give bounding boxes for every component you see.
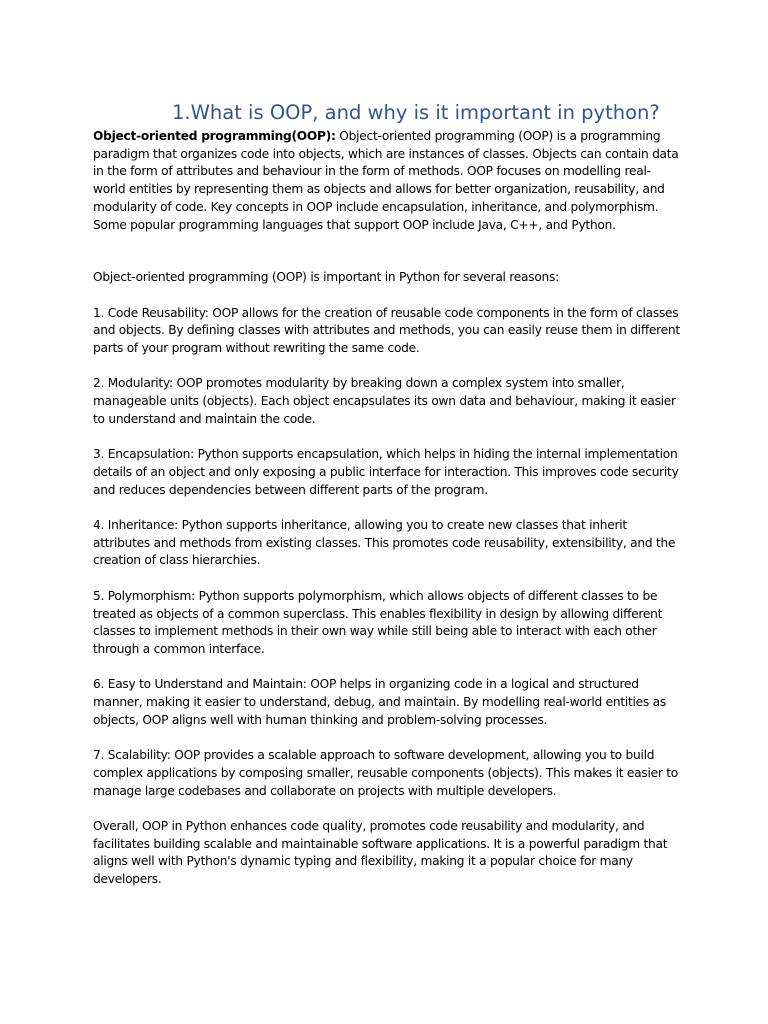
reason-item-5: 5. Polymorphism: Python supports polymorphism, which allows objects of different classes to be treated as objects of a common superclass. This enables flexibility in design by allowing different classes to implement methods in their own way while still being able to interact with each other through a common interface. — [93, 588, 663, 656]
spacer — [93, 234, 683, 269]
reason-item-2: 2. Modularity: OOP promotes modularity by breaking down a complex system into smaller, manageable units (objects). Each object encapsulates its own data and behaviour, making it easier to understand and maintain the code. — [93, 376, 676, 426]
intro-label: Object-oriented programming(OOP): — [93, 129, 336, 143]
intro-paragraph — [93, 128, 683, 234]
reason-item-4: 4. Inheritance: Python supports inheritance, allowing you to create new classes that inherit attributes and methods from existing classes. This promotes code reusability, extensibility, and the creation of class hierarchies. — [93, 518, 676, 568]
question-heading: 1.What is OOP, and why is it important in python? — [172, 101, 660, 124]
reason-item-7: 7. Scalability: OOP provides a scalable approach to software development, allowing you to build complex applications by composing smaller, reusable components (objects). This makes it easier to manage large codebases and collaborate on projects with multiple developers. — [93, 748, 678, 798]
reason-item-1: 1. Code Reusability: OOP allows for the creation of reusable code components in the form of classes and objects. By defining classes with attributes and methods, you can easily reuse them in different parts of your program without rewriting the same code. — [93, 305, 680, 356]
reason-item-6: 6. Easy to Understand and Maintain: OOP helps in organizing code in a logical and structured manner, making it easier to understand, debug, and maintain. By modelling real-world entities as objects, OOP aligns well with human thinking and problem-solving processes. — [93, 677, 666, 727]
reason-item-3: 3. Encapsulation: Python supports encapsulation, which helps in hiding the internal implementation details of an object and only exposing a public interface for interaction. This improves code security and reduces dependencies between different parts of the program. — [93, 447, 679, 497]
document-body — [93, 100, 683, 906]
conclusion-paragraph: Overall, OOP in Python enhances code quality, promotes code reusability and modularity, and facilitates building scalable and maintainable software applications. It is a powerful paradigm that aligns well with Python's dynamic typing and flexibility, making it a popular choice for many developers. — [93, 818, 668, 886]
reasons-lead: Object-oriented programming (OOP) is important in Python for several reasons: — [93, 270, 559, 285]
intro-text: Object-oriented programming (OOP) is a programming paradigm that organizes code into objects, which are instances of classes. Objects can contain data in the form of attributes and behaviour in the form of methods. OOP focuses on modelling real-world entities by representing them as objects and allows for better organization, reusability, and modularity of code. Key concepts in OOP include encapsulation, inheritance, and polymorphism. Some popular programming languages that support OOP include Java, C++, and Python. — [93, 129, 679, 232]
